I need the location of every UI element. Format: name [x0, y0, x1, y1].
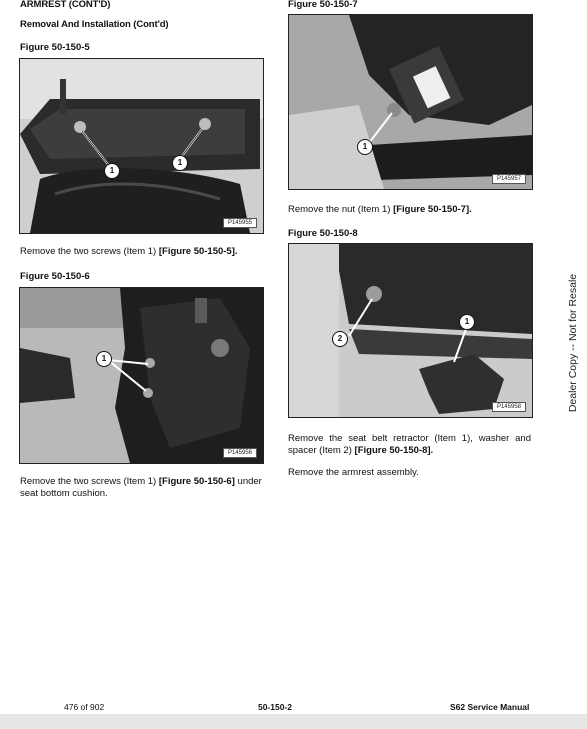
- step-remove-retractor: [288, 433, 531, 457]
- figure-photo-6: [19, 287, 264, 464]
- manual-title: S62 Service Manual: [450, 702, 530, 712]
- figure-title-7: Figure 50-150-7: [288, 0, 358, 10]
- step-remove-armrest: [288, 467, 531, 479]
- step-text: Remove the two screws (Item 1): [20, 476, 159, 487]
- callout-item-1: 1: [96, 351, 112, 367]
- step-text: Remove the two screws (Item 1): [20, 246, 159, 257]
- figure-reference: [Figure 50-150-7].: [393, 204, 472, 215]
- step-text: Remove the armrest assembly.: [288, 467, 419, 478]
- figure-photo-5: [19, 58, 264, 234]
- page-number: 50-150-2: [258, 702, 293, 712]
- step-text: Remove the seat belt retractor (Item 1), washer and spacer (Item 2): [288, 433, 531, 456]
- callout-item-2: 2: [332, 331, 348, 347]
- figure-photo-8: [288, 243, 533, 418]
- callout-item-1: 1: [104, 163, 120, 179]
- photo-id-label: P145956: [223, 448, 257, 458]
- callout-item-1: 1: [357, 139, 373, 155]
- photo-id-label: P145957: [492, 174, 526, 184]
- figure-reference: [Figure 50-150-5].: [158, 246, 238, 257]
- figure-title-8: Figure 50-150-8: [288, 228, 358, 239]
- step-remove-nut: [288, 204, 538, 216]
- figure-reference: [Figure 50-150-8].: [354, 445, 434, 456]
- figure-photo-7: [288, 14, 533, 190]
- footer-bar: [0, 714, 587, 729]
- step-text: Remove the nut (Item 1): [288, 204, 394, 215]
- step-remove-screws-2: [20, 476, 270, 500]
- section-heading: ARMREST (CONT'D): [20, 0, 111, 10]
- figure-title-5: Figure 50-150-5: [20, 42, 90, 53]
- dealer-copy-watermark: [566, 258, 580, 428]
- figure-reference: [Figure 50-150-6]: [158, 476, 235, 487]
- figure-title-6: Figure 50-150-6: [20, 271, 90, 282]
- photo-id-label: P145958: [492, 402, 526, 412]
- watermark-text: Dealer Copy -- Not for Resale: [567, 273, 579, 413]
- callout-item-1: 1: [459, 314, 475, 330]
- page-count: 476 of 902: [64, 702, 105, 712]
- step-text: under seat bottom cushion.: [20, 476, 262, 499]
- callout-item-1: 1: [172, 155, 188, 171]
- photo-id-label: P145955: [223, 218, 257, 228]
- step-remove-screws-1: [20, 246, 264, 258]
- subsection-heading: Removal And Installation (Cont'd): [20, 19, 169, 30]
